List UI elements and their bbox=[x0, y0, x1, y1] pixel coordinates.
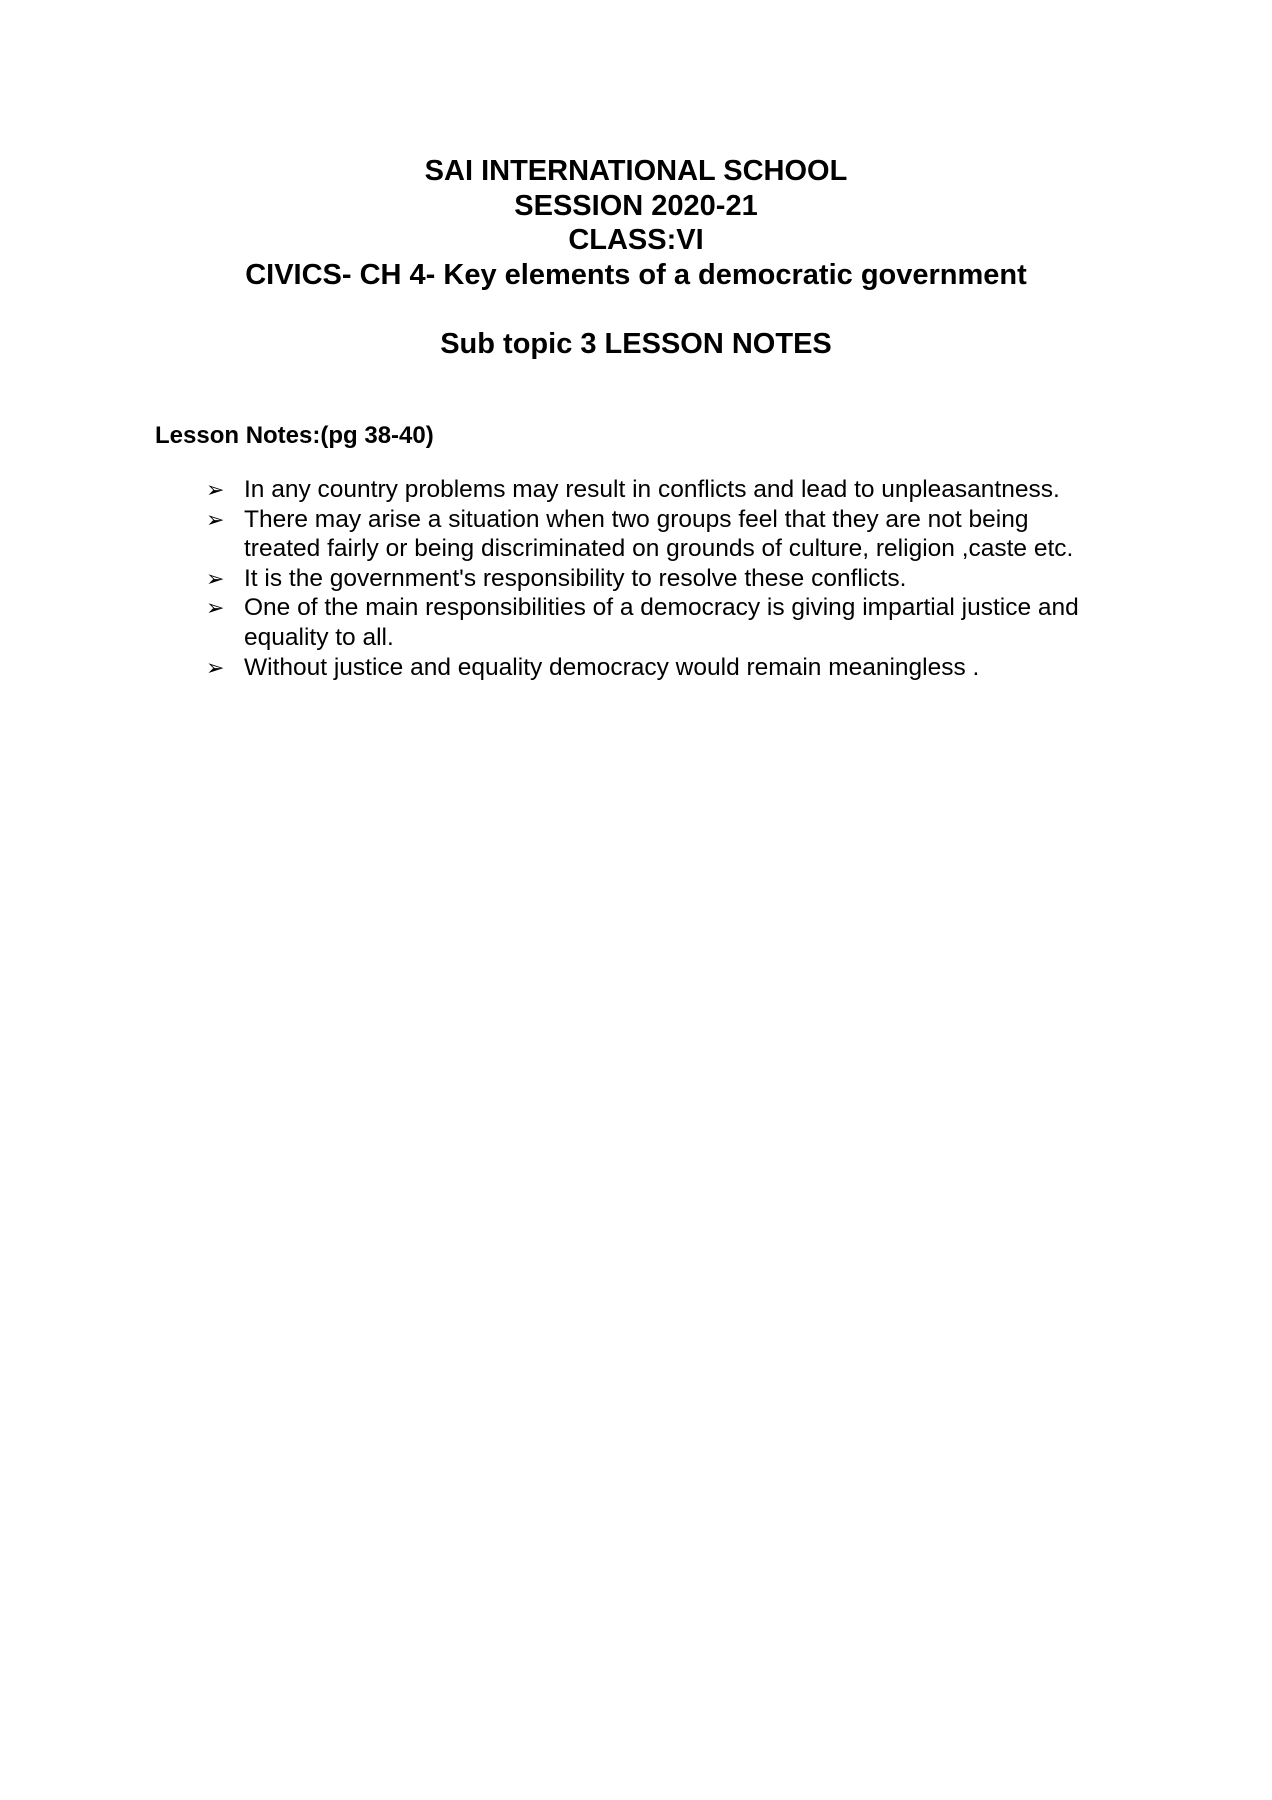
arrow-bullet-icon: ➢ bbox=[206, 506, 225, 532]
list-item bbox=[0, 505, 1124, 564]
arrow-bullet-icon: ➢ bbox=[206, 654, 225, 680]
list-item bbox=[0, 593, 1124, 652]
arrow-bullet-icon: ➢ bbox=[206, 595, 225, 621]
bullet-text: Without justice and equality democracy would remain meaningless . bbox=[244, 653, 980, 681]
bullet-text: One of the main responsibilities of a democracy is giving impartial justice and bbox=[244, 594, 1079, 622]
document-header bbox=[0, 154, 1272, 292]
list-item bbox=[0, 475, 1124, 505]
bullet-text: It is the government's responsibility to resolve these conflicts. bbox=[244, 564, 907, 592]
bullet-text: equality to all. bbox=[244, 623, 394, 651]
lesson-notes-list bbox=[0, 475, 1272, 682]
chapter-title: CIVICS- CH 4- Key elements of a democratic government bbox=[245, 258, 1027, 291]
bullet-text: There may arise a situation when two groups feel that they are not being bbox=[244, 505, 1029, 533]
class-line: CLASS:VI bbox=[568, 224, 704, 256]
lesson-notes-heading: Lesson Notes:(pg 38-40) bbox=[155, 422, 434, 449]
list-item bbox=[0, 564, 1124, 594]
subtopic-title: Sub topic 3 LESSON NOTES bbox=[440, 328, 832, 360]
school-name: SAI INTERNATIONAL SCHOOL bbox=[424, 155, 848, 187]
arrow-bullet-icon: ➢ bbox=[206, 477, 225, 502]
list-item bbox=[0, 653, 1124, 683]
bullet-text: treated fairly or being discriminated on grounds of culture, religion ,caste etc. bbox=[244, 535, 1074, 563]
arrow-bullet-icon: ➢ bbox=[206, 565, 225, 591]
bullet-text: In any country problems may result in conflicts and lead to unpleasantness. bbox=[244, 476, 1060, 503]
session-line: SESSION 2020-21 bbox=[514, 189, 758, 222]
